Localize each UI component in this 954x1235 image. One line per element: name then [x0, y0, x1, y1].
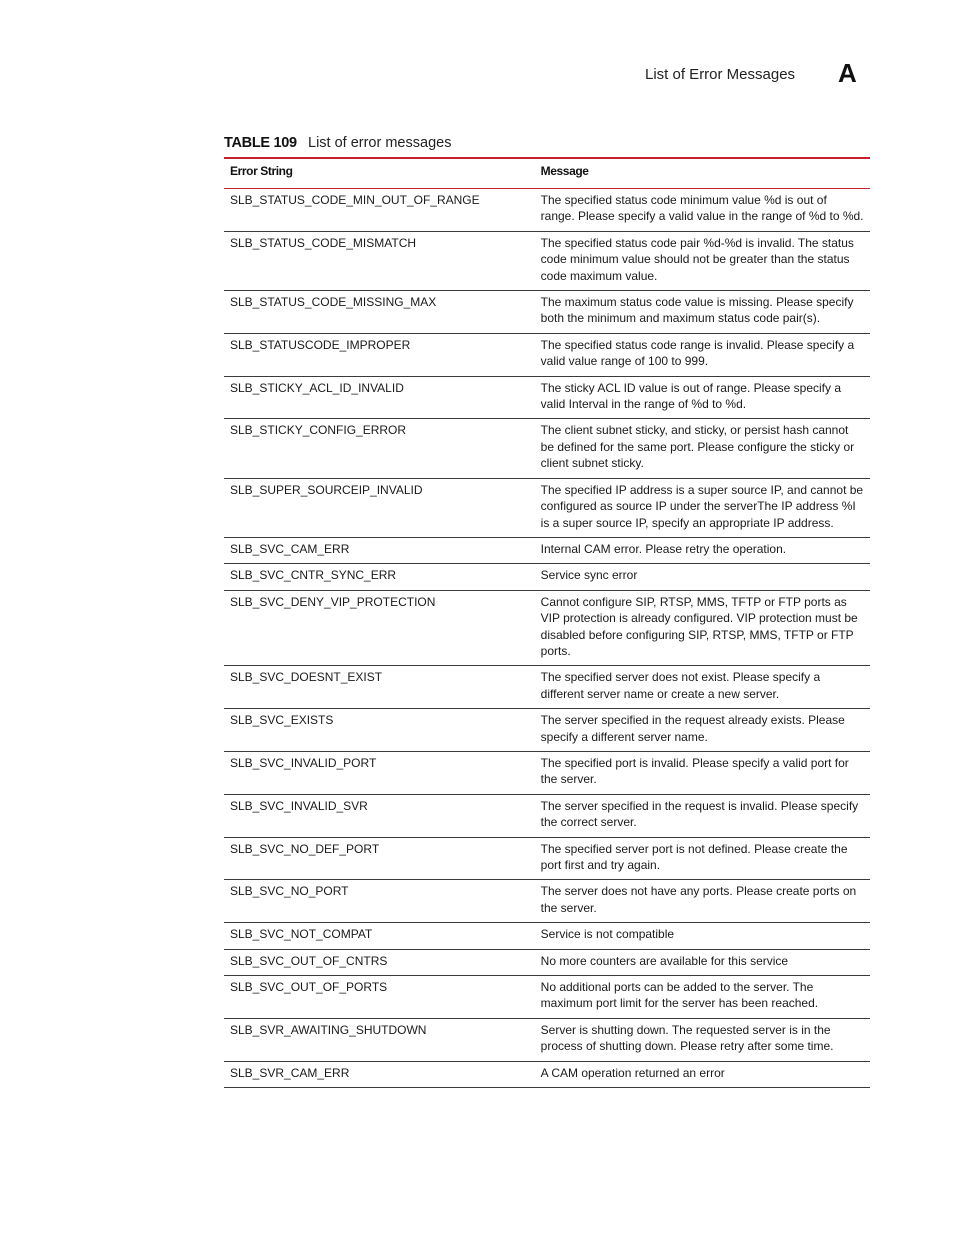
column-header-message: Message	[529, 158, 870, 189]
error-string-cell: SLB_SVC_NO_PORT	[224, 880, 529, 923]
message-cell: The server specified in the request already exists. Please specify a different server name.	[529, 709, 870, 752]
page-header	[0, 58, 954, 98]
message-cell: The server specified in the request is invalid. Please specify the correct server.	[529, 794, 870, 837]
table-row	[224, 1061, 870, 1087]
message-cell: No additional ports can be added to the server. The maximum port limit for the server has been reached.	[529, 976, 870, 1019]
error-string-cell: SLB_SVC_INVALID_SVR	[224, 794, 529, 837]
error-string-cell: SLB_STATUSCODE_IMPROPER	[224, 333, 529, 376]
table-row	[224, 1018, 870, 1061]
table-title: List of error messages	[308, 135, 452, 151]
error-messages-table	[224, 157, 870, 1088]
table-row	[224, 478, 870, 537]
table-row	[224, 976, 870, 1019]
table-number: TABLE 109	[224, 135, 297, 151]
table-caption	[224, 135, 452, 155]
message-cell: The specified server port is not defined. Please create the port first and try again.	[529, 837, 870, 880]
error-string-cell: SLB_SVC_OUT_OF_CNTRS	[224, 949, 529, 975]
table-row	[224, 923, 870, 949]
error-string-cell: SLB_SVC_EXISTS	[224, 709, 529, 752]
message-cell: The sticky ACL ID value is out of range. Please specify a valid Interval in the range of %d to %d.	[529, 376, 870, 419]
message-cell: No more counters are available for this service	[529, 949, 870, 975]
message-cell: The maximum status code value is missing. Please specify both the minimum and maximum status code pair(s).	[529, 291, 870, 334]
column-header-error-string: Error String	[224, 158, 529, 189]
table-row	[224, 376, 870, 419]
table-row	[224, 564, 870, 590]
error-string-cell: SLB_SVC_CNTR_SYNC_ERR	[224, 564, 529, 590]
table-row	[224, 537, 870, 563]
table-header	[224, 158, 870, 189]
message-cell: The specified status code range is invalid. Please specify a valid value range of 100 to 999.	[529, 333, 870, 376]
message-cell: The specified server does not exist. Please specify a different server name or create a new server.	[529, 666, 870, 709]
table-row	[224, 189, 870, 232]
header-row	[224, 158, 870, 189]
error-string-cell: SLB_STICKY_CONFIG_ERROR	[224, 419, 529, 478]
message-cell: Service sync error	[529, 564, 870, 590]
table-body	[224, 189, 870, 1088]
message-cell: The specified port is invalid. Please specify a valid port for the server.	[529, 751, 870, 794]
error-string-cell: SLB_SUPER_SOURCEIP_INVALID	[224, 478, 529, 537]
message-cell: The specified status code pair %d-%d is invalid. The status code minimum value should not be greater than the status code maximum value.	[529, 231, 870, 290]
table-row	[224, 419, 870, 478]
error-string-cell: SLB_STICKY_ACL_ID_INVALID	[224, 376, 529, 419]
table-row	[224, 333, 870, 376]
error-string-cell: SLB_SVC_NOT_COMPAT	[224, 923, 529, 949]
table-row	[224, 291, 870, 334]
error-string-cell: SLB_SVC_NO_DEF_PORT	[224, 837, 529, 880]
table-row	[224, 666, 870, 709]
error-string-cell: SLB_SVC_DENY_VIP_PROTECTION	[224, 590, 529, 666]
table-row	[224, 590, 870, 666]
appendix-letter: A	[838, 58, 857, 88]
table-row	[224, 837, 870, 880]
table-row	[224, 231, 870, 290]
message-cell: The specified status code minimum value %d is out of range. Please specify a valid value in the range of %d to %d.	[529, 189, 870, 232]
error-string-cell: SLB_SVC_INVALID_PORT	[224, 751, 529, 794]
error-string-cell: SLB_STATUS_CODE_MIN_OUT_OF_RANGE	[224, 189, 529, 232]
message-cell: Server is shutting down. The requested server is in the process of shutting down. Please retry after some time.	[529, 1018, 870, 1061]
running-header-title: List of Error Messages	[645, 66, 796, 83]
message-cell: Service is not compatible	[529, 923, 870, 949]
error-string-cell: SLB_SVR_CAM_ERR	[224, 1061, 529, 1087]
table-row	[224, 751, 870, 794]
error-string-cell: SLB_STATUS_CODE_MISSING_MAX	[224, 291, 529, 334]
error-string-cell: SLB_SVC_CAM_ERR	[224, 537, 529, 563]
message-cell: Internal CAM error. Please retry the operation.	[529, 537, 870, 563]
message-cell: The specified IP address is a super source IP, and cannot be configured as source IP under the serverThe IP address %I is a super source IP, specify an appropriate IP address.	[529, 478, 870, 537]
table-row	[224, 880, 870, 923]
message-cell: The client subnet sticky, and sticky, or persist hash cannot be defined for the same port. Please configure the sticky or client subnet sticky.	[529, 419, 870, 478]
message-cell: A CAM operation returned an error	[529, 1061, 870, 1087]
table-row	[224, 794, 870, 837]
error-string-cell: SLB_SVC_DOESNT_EXIST	[224, 666, 529, 709]
error-string-cell: SLB_STATUS_CODE_MISMATCH	[224, 231, 529, 290]
table-row	[224, 949, 870, 975]
message-cell: The server does not have any ports. Please create ports on the server.	[529, 880, 870, 923]
message-cell: Cannot configure SIP, RTSP, MMS, TFTP or FTP ports as VIP protection is already configured. VIP protection must be disabled before configuring SIP, RTSP, MMS, TFTP or FTP ports.	[529, 590, 870, 666]
table-row	[224, 709, 870, 752]
error-string-cell: SLB_SVR_AWAITING_SHUTDOWN	[224, 1018, 529, 1061]
error-string-cell: SLB_SVC_OUT_OF_PORTS	[224, 976, 529, 1019]
